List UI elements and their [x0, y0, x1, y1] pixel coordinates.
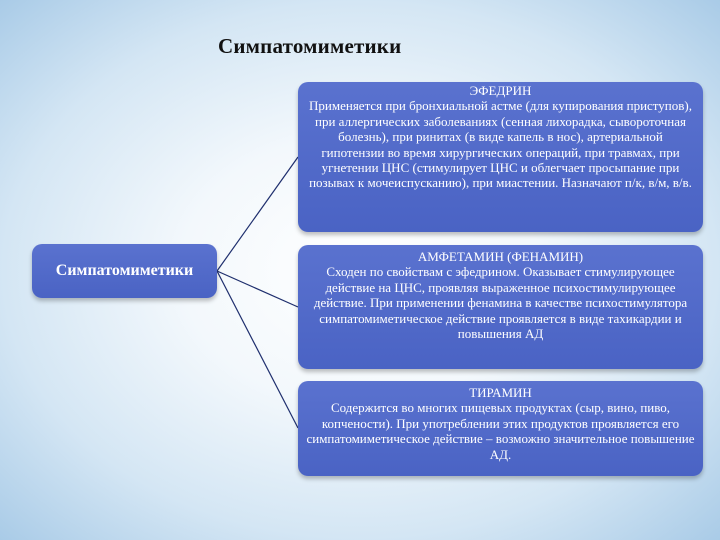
- node-heading: ТИРАМИН: [469, 385, 532, 400]
- node-tyramine: [298, 381, 703, 476]
- node-text: Применяется при бронхиальной астме (для купирования приступов), при аллергических заболеваниях (сенная лихорадка, сывороточная болезнь), при ринитах (в виде капель в нос), артериальной гипотензии во время хирургических операций, при травмах, при угнетении ЦНС (стимулирует ЦНС и облегчает просыпание при позывах к мочеиспусканию), при миастении. Назначают п/к, в/м, в/в.: [309, 98, 692, 191]
- node-amphetamine: [298, 245, 703, 369]
- page-title: Симпатомиметики: [218, 34, 402, 58]
- node-text: Содержится во многих пищевых продуктах (сыр, вино, пиво, копчености). При употреблении этих продуктов проявляется его симпатомиметическое действие – возможно значительное повышение АД.: [306, 400, 695, 462]
- node-ephedrine: [298, 82, 703, 232]
- connector-line-1: [217, 157, 298, 271]
- connector-line-3: [217, 271, 298, 428]
- node-heading: ЭФЕДРИН: [469, 83, 532, 98]
- node-heading: АМФЕТАМИН (ФЕНАМИН): [417, 249, 584, 264]
- node-text: Сходен по свойствам с эфедрином. Оказывает стимулирующее действие на ЦНС, проявляя выраженное психостимулирующее действие. При применении фенамина в качестве психостимулятора симпатомиметическое действие проявляется в виде тахикардии и повышения АД: [313, 264, 688, 342]
- root-node: Симпатомиметики: [32, 244, 217, 298]
- connector-line-2: [217, 271, 298, 307]
